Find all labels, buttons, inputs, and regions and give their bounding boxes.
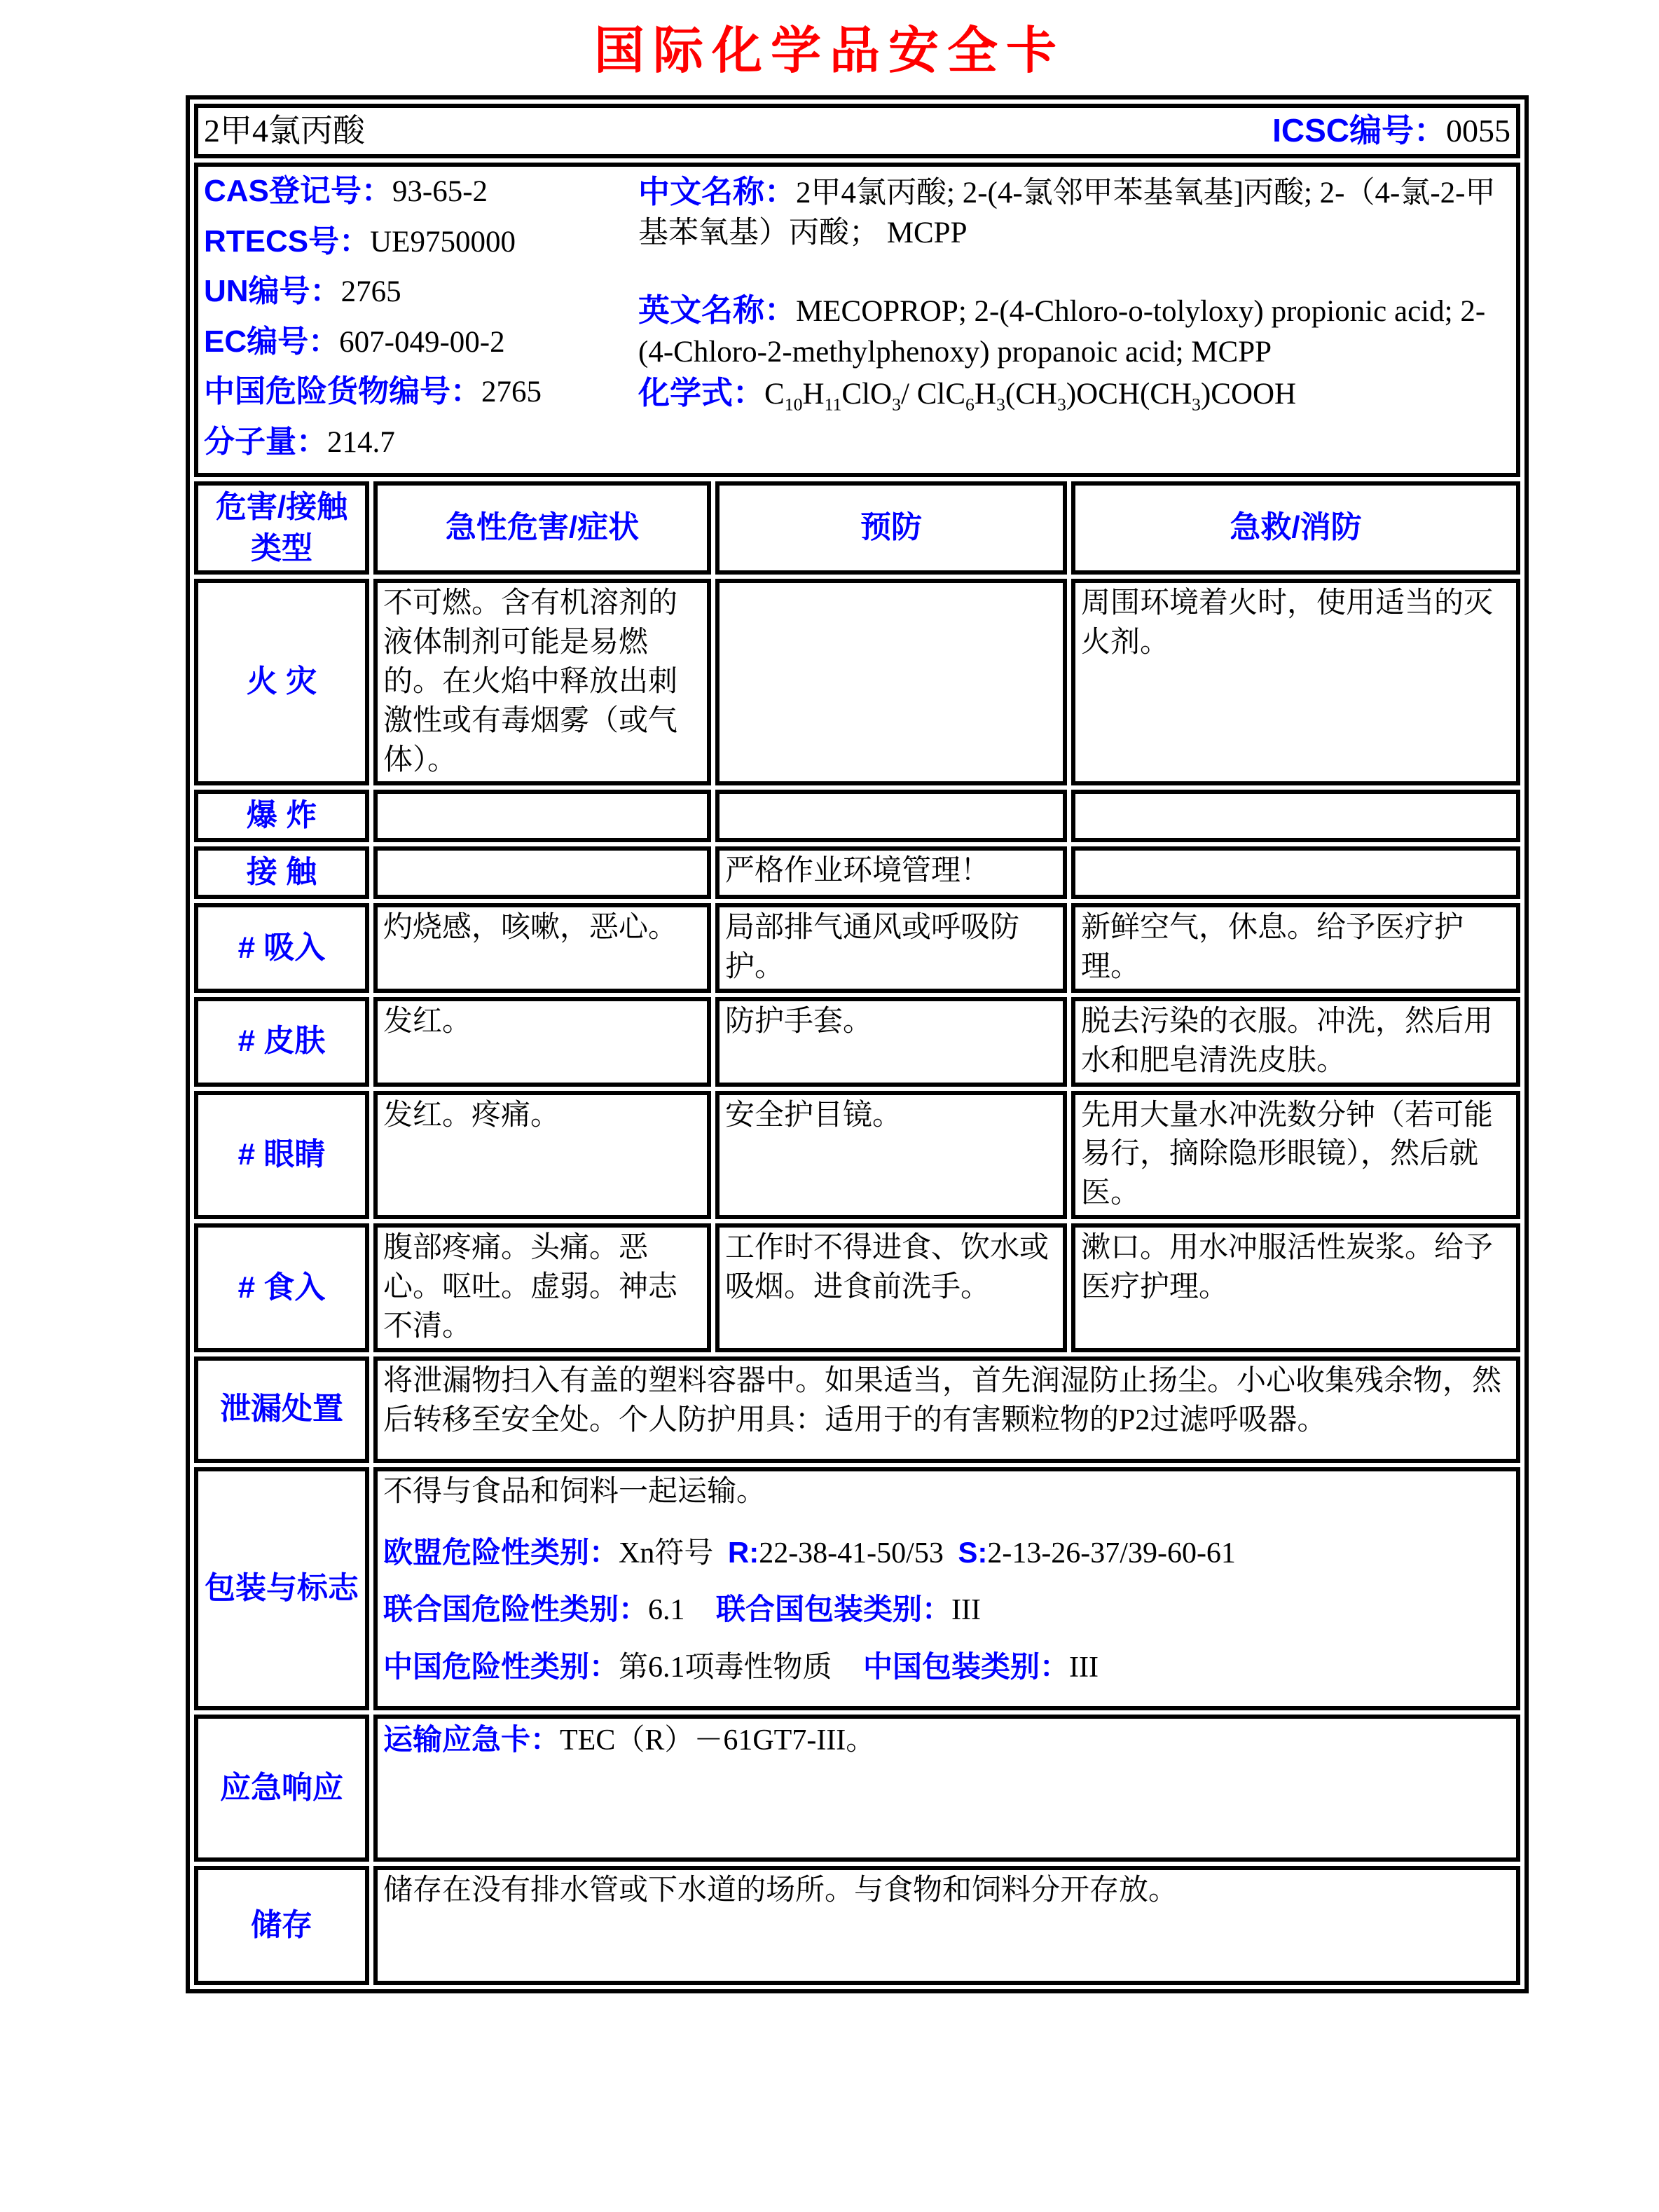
chinese-name: 中文名称：2甲4氯丙酸; 2-(4-氯邻甲苯基氧基]丙酸; 2-（4-氯-2-甲基苯氧基）丙酸； MCPP (638, 174, 1496, 250)
table-row-packaging (194, 1467, 1520, 1710)
skin-firstaid: 脱去污染的衣服。冲洗，然后用水和肥皂清洗皮肤。 (1071, 997, 1520, 1087)
row-label-skin: # 皮肤 (194, 997, 369, 1087)
row-label-fire: 火 灾 (194, 579, 369, 785)
table-row-inhalation (194, 903, 1520, 993)
column-header-firstaid: 急救/消防 (1071, 481, 1520, 575)
column-header-symptoms: 急性危害/症状 (373, 481, 711, 575)
table-row-skin (194, 997, 1520, 1087)
row-label-storage: 储存 (194, 1866, 369, 1985)
column-header-hazard-type: 危害/接触 类型 (194, 481, 369, 575)
card-header-row (194, 104, 1520, 158)
chemical-formula-value: $C_{10}H_{11}ClO_3/$ $ClC_6H_3(CH_3)OCH(CH_3)COOH$ (764, 377, 1297, 415)
identifier-list (204, 168, 638, 472)
inhalation-prevention: 局部排气通风或呼吸防护。 (715, 903, 1067, 993)
ingestion-firstaid: 漱口。用水冲服活性炭浆。给予医疗护理。 (1071, 1223, 1520, 1352)
table-row-ingestion (194, 1223, 1520, 1352)
fire-symptoms: 不可燃。含有机溶剂的液体制剂可能是易燃的。在火焰中释放出刺激性或有毒烟雾（或气体）。 (373, 579, 711, 785)
emergency-content (373, 1715, 1520, 1862)
inhalation-symptoms: 灼烧感，咳嗽，恶心。 (373, 903, 711, 993)
explosion-prevention (715, 790, 1067, 842)
row-label-explosion: 爆 炸 (194, 790, 369, 842)
molecular-weight: 分子量：214.7 (204, 424, 395, 459)
row-label-inhalation: # 吸入 (194, 903, 369, 993)
column-header-row (194, 481, 1520, 575)
fire-firstaid: 周围环境着火时，使用适当的灭火剂。 (1071, 579, 1520, 785)
chemical-name: 2甲4氯丙酸 (204, 113, 365, 149)
table-row-fire (194, 579, 1520, 785)
english-name: 英文名称：MECOPROP; 2-(4-Chloro-o-tolyloxy) propionic acid; 2-(4-Chloro-2-methylphenoxy) propanoic acid; MCPP (638, 292, 1486, 369)
safety-card-table (186, 95, 1529, 1993)
row-label-eyes: # 眼睛 (194, 1091, 369, 1220)
eyes-firstaid: 先用大量水冲洗数分钟（若可能易行，摘除隐形眼镜），然后就医。 (1071, 1091, 1520, 1220)
page-title: 国际化学品安全卡 (593, 20, 1065, 80)
ingestion-prevention: 工作时不得进食、饮水或吸烟。进食前洗手。 (715, 1223, 1067, 1352)
row-label-spill-disposal: 泄漏处置 (194, 1356, 369, 1463)
identifiers-row (194, 163, 1520, 477)
row-label-contact: 接 触 (194, 846, 369, 899)
inhalation-firstaid: 新鲜空气，休息。给予医疗护理。 (1071, 903, 1520, 993)
contact-symptoms (373, 846, 711, 899)
eyes-symptoms: 发红。疼痛。 (373, 1091, 711, 1220)
storage-text: 储存在没有排水管或下水道的场所。与食物和饲料分开存放。 (373, 1866, 1520, 1985)
explosion-firstaid (1071, 790, 1520, 842)
ec-number: EC编号：607-049-00-2 (204, 324, 505, 359)
ingestion-symptoms: 腹部疼痛。头痛。恶心。呕吐。虚弱。神志不清。 (373, 1223, 711, 1352)
skin-symptoms: 发红。 (373, 997, 711, 1087)
cas-number: CAS登记号：93-65-2 (204, 174, 488, 208)
table-row-contact (194, 846, 1520, 899)
card-header-cell (194, 104, 1520, 158)
transport-card-value: TEC（R）－61GT7-III。 (560, 1724, 876, 1757)
table-row-explosion (194, 790, 1520, 842)
spill-disposal-text: 将泄漏物扫入有盖的塑料容器中。如果适当，首先润湿防止扬尘。小心收集残余物，然后转移至安全处。个人防护用具：适用于的有害颗粒物的P2过滤呼吸器。 (373, 1356, 1520, 1463)
packaging-cn-class: 中国危险性类别：第6.1项毒性物质 中国包装类别：III (383, 1650, 1099, 1684)
china-dg-number: 中国危险货物编号：2765 (204, 374, 542, 409)
table-row-spill-disposal (194, 1356, 1520, 1463)
transport-card-label: 运输应急卡： (383, 1723, 560, 1757)
table-row-eyes (194, 1091, 1520, 1220)
skin-prevention: 防护手套。 (715, 997, 1067, 1087)
packaging-eu-class: 欧盟危险性类别：Xn符号 R:22-38-41-50/53 S:2-13-26-37/39-60-61 (383, 1535, 1236, 1569)
fire-prevention (715, 579, 1067, 785)
eyes-prevention: 安全护目镜。 (715, 1091, 1067, 1220)
explosion-symptoms (373, 790, 711, 842)
row-label-packaging: 包装与标志 (194, 1467, 369, 1710)
column-header-prevention: 预防 (715, 481, 1067, 575)
rtecs-number: RTECS号：UE9750000 (204, 224, 516, 259)
identifiers-cell (194, 163, 1520, 477)
table-row-storage (194, 1866, 1520, 1985)
contact-prevention: 严格作业环境管理！ (715, 846, 1067, 899)
row-label-emergency: 应急响应 (194, 1715, 369, 1862)
chemical-formula: 化学式：$C_{10}H_{11}ClO_3/$ $ClC_6H_3(CH_3)OCH(CH_3)COOH$ (638, 374, 1297, 415)
packaging-un-class: 联合国危险性类别：6.1 联合国包装类别：III (383, 1593, 981, 1627)
names-block (638, 168, 1510, 472)
row-label-ingestion: # 食入 (194, 1223, 369, 1352)
packaging-transport-note: 不得与食品和饲料一起运输。 (383, 1475, 766, 1508)
un-number: UN编号：2765 (204, 274, 401, 309)
table-row-emergency (194, 1715, 1520, 1862)
contact-firstaid (1071, 846, 1520, 899)
icsc-number-label: ICSC编号： (1272, 112, 1447, 149)
icsc-number-value: 0055 (1446, 113, 1511, 149)
packaging-content (373, 1467, 1520, 1710)
